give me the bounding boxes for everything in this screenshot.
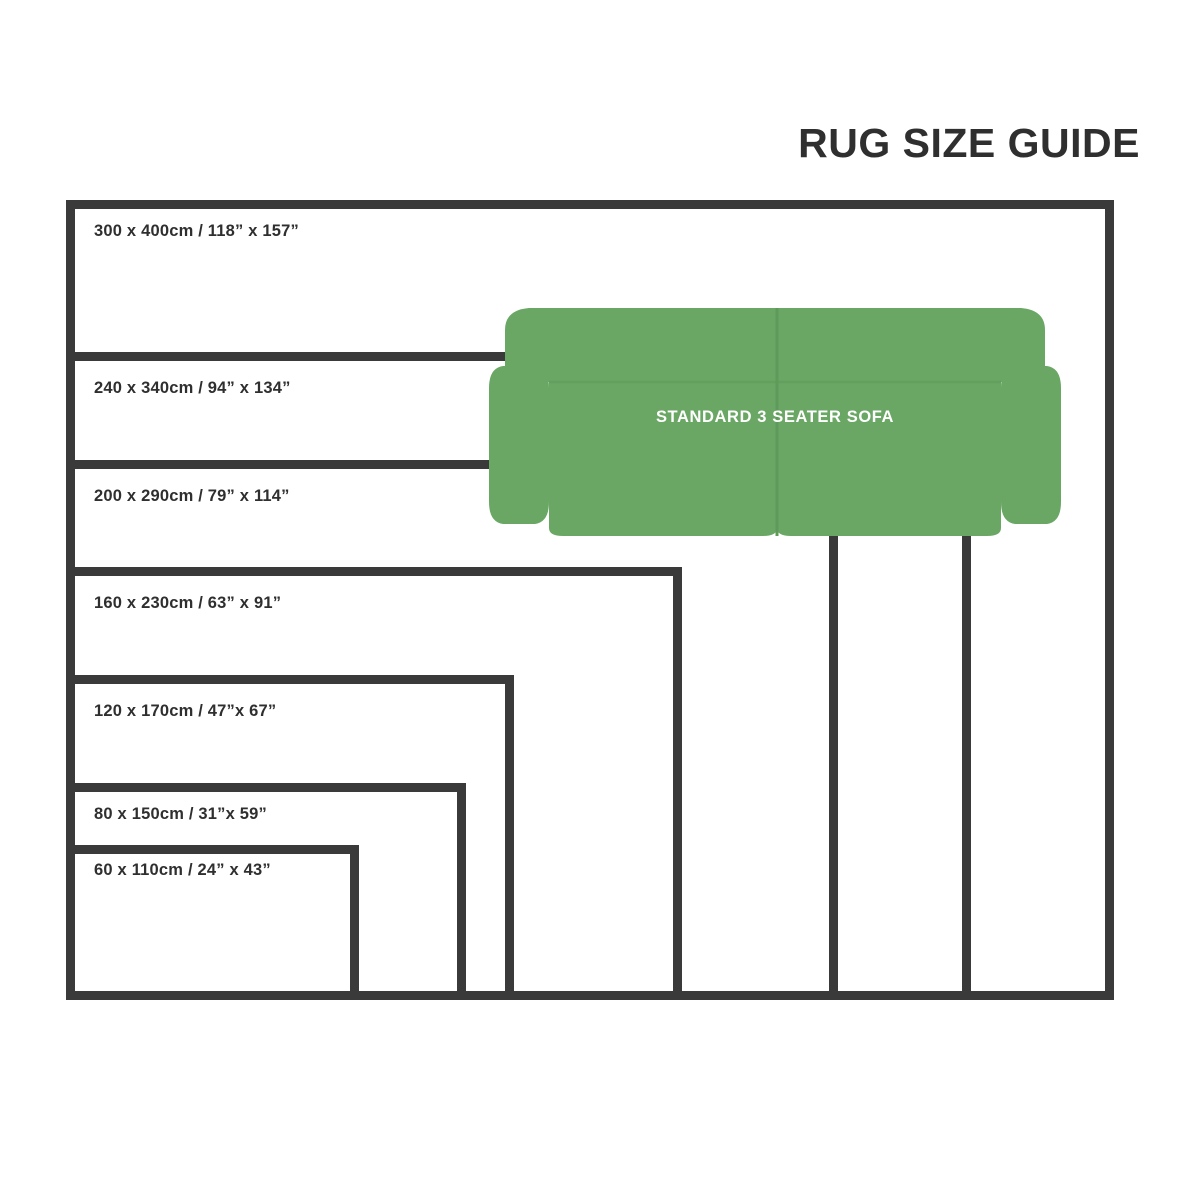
rug-label-200x290: 200 x 290cm / 79” x 114” [94, 487, 290, 505]
page-title: RUG SIZE GUIDE [798, 120, 1140, 166]
rug-label-80x150: 80 x 150cm / 31”x 59” [94, 805, 267, 823]
rug-label-160x230: 160 x 230cm / 63” x 91” [94, 594, 282, 612]
rug-label-300x400: 300 x 400cm / 118” x 157” [94, 222, 299, 240]
rug-label-120x170: 120 x 170cm / 47”x 67” [94, 702, 277, 720]
sofa-label: STANDARD 3 SEATER SOFA [655, 408, 895, 426]
rug-label-60x110: 60 x 110cm / 24” x 43” [94, 861, 271, 879]
rug-label-240x340: 240 x 340cm / 94” x 134” [94, 379, 291, 397]
